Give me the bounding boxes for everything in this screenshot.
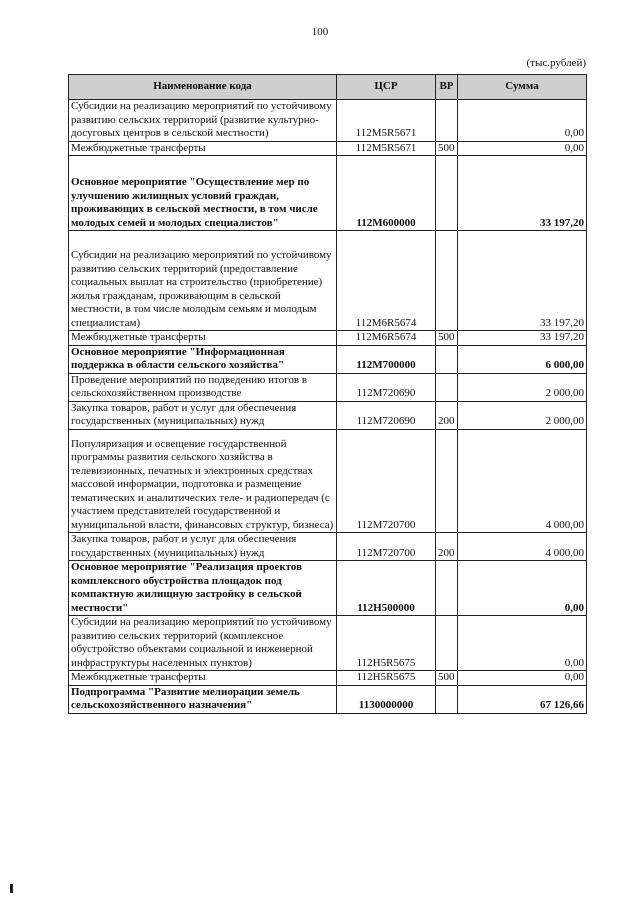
- row-vr: [436, 345, 458, 373]
- table-row: [69, 401, 587, 429]
- header-sum: Сумма: [458, 75, 587, 100]
- row-vr: [436, 616, 458, 671]
- row-sum: 0,00: [458, 100, 587, 142]
- row-vr: 200: [436, 533, 458, 561]
- page-number: 100: [311, 26, 329, 38]
- row-vr: 500: [436, 141, 458, 156]
- margin-mark: [10, 884, 13, 893]
- row-name: Подпрограмма "Развитие мелиорации земель сельскохозяйственного назначения": [69, 685, 337, 713]
- table-header-row: [69, 75, 587, 100]
- row-code: 112M5R5671: [337, 100, 436, 142]
- row-sum: 0,00: [458, 561, 587, 616]
- row-name: Популяризация и освещение государственной программы развития сельского хозяйства в телевизионных, печатных и электронных средствах массовой информации, подготовка и размещение тематических и аналитических теле- и радиопередач (с участием представителей государственной и муниципальной власти, финансовых структур, бизнеса): [69, 429, 337, 533]
- row-sum: 33 197,20: [458, 231, 587, 331]
- budget-table: [68, 74, 587, 714]
- row-code: 112H5R5675: [337, 616, 436, 671]
- row-code: 112M700000: [337, 345, 436, 373]
- table-row: [69, 373, 587, 401]
- table-row: [69, 616, 587, 671]
- table-row: [69, 429, 587, 533]
- row-name: Субсидии на реализацию мероприятий по устойчивому развитию сельских территорий (предоставление социальных выплат на строительство (приобретение) жилья гражданам, проживающим в сельской местности, в том числе молодым семьям и молодым специалистам): [69, 231, 337, 331]
- row-sum: 6 000,00: [458, 345, 587, 373]
- row-name: Основное мероприятие "Информационная поддержка в области сельского хозяйства": [69, 345, 337, 373]
- header-name: Наименование кода: [69, 75, 337, 100]
- row-sum: 2 000,00: [458, 373, 587, 401]
- row-code: 112M5R5671: [337, 141, 436, 156]
- row-name: Межбюджетные трансферты: [69, 331, 337, 346]
- row-name: Основное мероприятие "Осуществление мер по улучшению жилищных условий граждан, проживающих в сельской местности, в том числе молодых семей и молодых специалистов": [69, 156, 337, 231]
- header-vr: ВР: [436, 75, 458, 100]
- row-vr: [436, 156, 458, 231]
- row-code: 112H5R5675: [337, 671, 436, 686]
- row-sum: 67 126,66: [458, 685, 587, 713]
- row-name: Проведение мероприятий по подведению итогов в сельскохозяйственном производстве: [69, 373, 337, 401]
- row-vr: [436, 685, 458, 713]
- row-name: Закупка товаров, работ и услуг для обеспечения государственных (муниципальных) нужд: [69, 401, 337, 429]
- row-code: 112M720700: [337, 533, 436, 561]
- row-vr: 200: [436, 401, 458, 429]
- units-label: (тыс.рублей): [526, 57, 586, 69]
- row-name: Межбюджетные трансферты: [69, 141, 337, 156]
- row-vr: [436, 231, 458, 331]
- row-code: 112M720700: [337, 429, 436, 533]
- row-sum: 0,00: [458, 141, 587, 156]
- table-row: [69, 345, 587, 373]
- row-code: 112M720690: [337, 373, 436, 401]
- row-code: 112H500000: [337, 561, 436, 616]
- row-sum: 4 000,00: [458, 533, 587, 561]
- row-name: Субсидии на реализацию мероприятий по устойчивому развитию сельских территорий (комплексное обустройство объектами социальной и инженерной инфраструктуры населенных пунктов): [69, 616, 337, 671]
- table-row: [69, 671, 587, 686]
- table-row: [69, 331, 587, 346]
- table-row: [69, 100, 587, 142]
- row-vr: [436, 100, 458, 142]
- header-csr: ЦСР: [337, 75, 436, 100]
- row-vr: [436, 373, 458, 401]
- row-code: 112M6R5674: [337, 331, 436, 346]
- row-name: Субсидии на реализацию мероприятий по устойчивому развитию сельских территорий (развитие культурно-досуговых центров в сельской местности): [69, 100, 337, 142]
- row-code: 112M6R5674: [337, 231, 436, 331]
- table-row: [69, 231, 587, 331]
- row-sum: 33 197,20: [458, 156, 587, 231]
- row-name: Основное мероприятие "Реализация проектов комплексного обустройства площадок под компактную жилищную застройку в сельской местности": [69, 561, 337, 616]
- row-sum: 4 000,00: [458, 429, 587, 533]
- row-vr: 500: [436, 331, 458, 346]
- row-sum: 2 000,00: [458, 401, 587, 429]
- row-name: Закупка товаров, работ и услуг для обеспечения государственных (муниципальных) нужд: [69, 533, 337, 561]
- row-sum: 0,00: [458, 616, 587, 671]
- row-vr: [436, 561, 458, 616]
- row-vr: 500: [436, 671, 458, 686]
- table-row: [69, 685, 587, 713]
- row-code: 112M720690: [337, 401, 436, 429]
- table-row: [69, 561, 587, 616]
- table-row: [69, 533, 587, 561]
- row-code: 112M600000: [337, 156, 436, 231]
- table-row: [69, 141, 587, 156]
- row-sum: 33 197,20: [458, 331, 587, 346]
- row-vr: [436, 429, 458, 533]
- row-code: 1130000000: [337, 685, 436, 713]
- row-sum: 0,00: [458, 671, 587, 686]
- table-row: [69, 156, 587, 231]
- row-name: Межбюджетные трансферты: [69, 671, 337, 686]
